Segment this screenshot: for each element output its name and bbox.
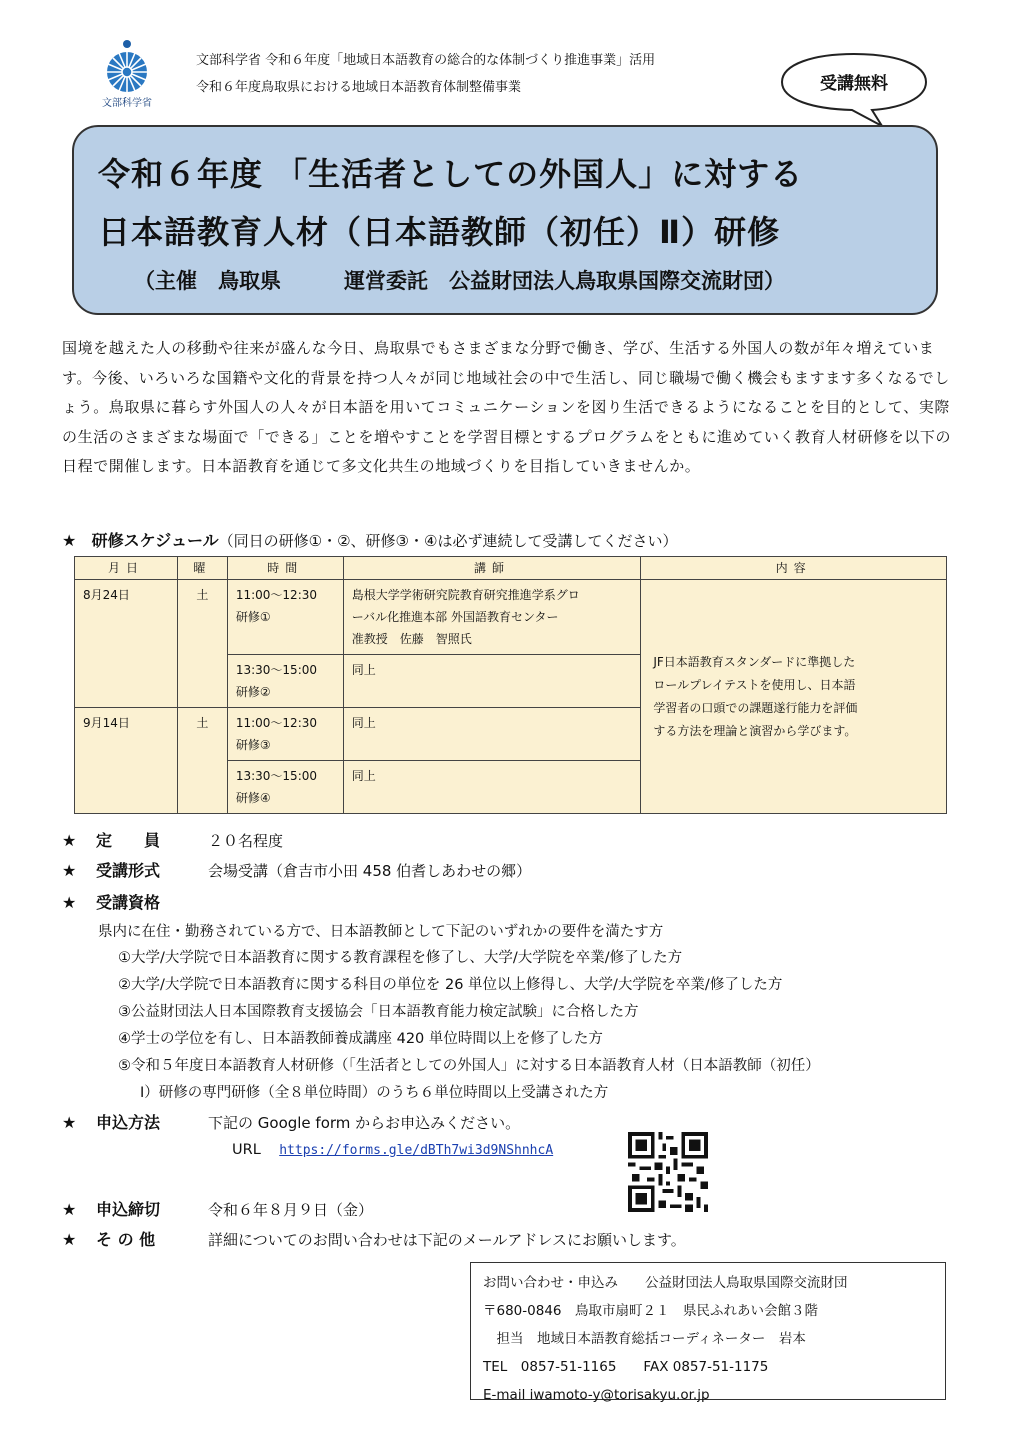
col-day: 曜 [177,557,227,580]
time-cell [227,708,343,761]
qualification-item-cont: Ⅰ）研修の専門研修（全８単位時間）のうち６単位時間以上受講された方 [140,1085,609,1101]
other-row [62,1227,686,1250]
star-icon: ★ [62,861,77,880]
qualification-item: ③公益財団法人日本国際教育支援協会「日本語教育能力検定試験」に合格した方 [118,1004,639,1020]
schedule-table [74,556,947,814]
header-line-2: 令和６年度鳥取県における地域日本語教育体制整備事業 [196,80,522,95]
star-icon: ★ [62,1230,77,1249]
time-cell [227,580,343,655]
format-value: 会場受講（倉吉市小田 458 伯耆しあわせの郷） [208,862,532,880]
mext-emblem-icon [88,38,166,94]
free-badge-label: 受講無料 [820,74,888,94]
intro-paragraph: 国境を越えた人の移動や往来が盛んな今日、鳥取県でもさまざまな分野で働き、学び、生活する外国人の数が年々増えています。今後、いろいろな国籍や文化的背景を持つ人々が同じ地域社会の中で生活し、同じ職場で働く機会もますます多くなるでしょう。鳥取県に暮らす外国人の人々が日本語を用いてコミュニケーションを図り生活できるようになることを目的として、実際の生活のさまざまな場面で「できる」ことを増やすことを学習目標とするプログラムをともに進めていく教育人材研修を以下の日程で開催します。日本語教育を通じて多文化共生の地域づくりを目指していきませんか。 [62,339,952,475]
format-row [62,858,531,881]
contact-phone: TEL 0857-51-1165 FAX 0857-51-1175 [483,1359,769,1375]
capacity-row [62,828,283,851]
apply-value: 下記の Google form からお申込みください。 [208,1114,521,1132]
lecturer-cell: 同上 [343,655,641,708]
content-cell [641,580,947,814]
table-row [75,580,947,655]
free-badge [780,52,940,112]
form-link[interactable]: https://forms.gle/dBTh7wi3d9NShnhcA [279,1143,554,1158]
url-row [232,1142,553,1158]
date-cell: 9月14日 [75,708,178,814]
time-cell [227,761,343,814]
col-content: 内容 [641,557,947,580]
lecturer-line: ーバル化推進本部 外国語教育センター [351,610,559,624]
session-text: 研修③ [235,738,271,752]
title-line-2: 日本語教育人材（日本語教師（初任）Ⅱ）研修 [98,213,781,251]
session-text: 研修① [235,610,271,624]
qualification-item: ①大学/大学院で日本語教育に関する教育課程を修了し、大学/大学院を卒業/修了した方 [118,950,683,966]
lecturer-cell [343,580,641,655]
header-line-1: 文部科学省 令和６年度「地域日本語教育の総合的な体制づくり推進事業」活用 [196,53,656,68]
qualification-label: 受講資格 [96,893,161,912]
time-cell [227,655,343,708]
apply-row [62,1110,520,1133]
other-value: 詳細についてのお問い合わせは下記のメールアドレスにお願いします。 [208,1231,686,1249]
content-line: JF日本語教育スタンダードに準拠した [653,654,856,669]
qualification-row [62,890,208,913]
deadline-row [62,1197,373,1220]
content-line: ロールプレイテストを使用し、日本語 [653,677,856,692]
capacity-value: ２０名程度 [208,832,284,850]
star-icon: ★ [62,531,77,550]
deadline-value: 令和６年８月９日（金） [208,1201,374,1219]
schedule-title: 研修スケジュール [91,531,219,550]
col-date: 月日 [75,557,178,580]
contact-address: 〒680-0846 鳥取市扇町２１ 県民ふれあい会館３階 [483,1303,818,1319]
lecturer-line: 准教授 佐藤 智照氏 [351,632,472,646]
content-line: する方法を理論と演習から学びます。 [653,723,857,738]
contact-org: お問い合わせ・申込み 公益財団法人鳥取県国際交流財団 [483,1275,848,1291]
star-icon: ★ [62,1200,77,1219]
time-text: 13:30～15:00 [235,769,318,783]
apply-label: 申込方法 [96,1113,161,1132]
day-cell: 土 [177,708,227,814]
capacity-label: 定 員 [96,831,161,850]
schedule-note: （同日の研修①・②、研修③・④は必ず連続して受講してください） [218,532,678,550]
format-label: 受講形式 [96,861,161,880]
session-text: 研修④ [235,791,271,805]
qualification-intro: 県内に在住・勤務されている方で、日本語教師として下記のいずれかの要件を満たす方 [98,924,664,940]
lecturer-cell: 同上 [343,708,641,761]
contact-box [470,1262,946,1403]
time-text: 11:00～12:30 [235,716,318,730]
deadline-label: 申込締切 [96,1200,161,1219]
contact-email[interactable]: E-mail iwamoto-y@torisakyu.or.jp [483,1387,710,1403]
qr-code-icon[interactable] [628,1132,708,1212]
other-label: そ の 他 [96,1230,156,1249]
lecturer-line: 島根大学学術研究院教育研究推進学系グロ [351,588,580,602]
url-label: URL [232,1142,261,1158]
mext-logo [88,38,166,112]
schedule-heading [62,528,677,551]
contact-person: 担当 地域日本語教育総括コーディネーター 岩本 [483,1331,806,1347]
qualification-item: ②大学/大学院で日本語教育に関する科目の単位を 26 単位以上修得し、大学/大学院を卒業/修了した方 [118,977,783,993]
time-text: 11:00～12:30 [235,588,318,602]
day-cell: 土 [177,580,227,708]
star-icon: ★ [62,893,77,912]
session-text: 研修② [235,685,271,699]
time-text: 13:30～15:00 [235,663,318,677]
title-box [72,125,938,315]
qualification-item: ⑤令和５年度日本語教育人材研修（「生活者としての外国人」に対する日本語教育人材（日本語教師（初任） [118,1058,820,1074]
col-time: 時間 [227,557,343,580]
star-icon: ★ [62,1113,77,1132]
organizer-line: （主催 鳥取県 運営委託 公益財団法人鳥取県国際交流財団） [134,269,785,293]
content-line: 学習者の口頭での課題遂行能力を評価 [653,700,858,715]
lecturer-cell: 同上 [343,761,641,814]
table-header-row [75,557,947,580]
qualification-item: ④学士の学位を有し、日本語教師養成講座 420 単位時間以上を修了した方 [118,1031,603,1047]
date-cell: 8月24日 [75,580,178,708]
title-line-1: 令和６年度 「生活者としての外国人」に対する [98,155,804,193]
star-icon: ★ [62,831,77,850]
col-lecturer: 講師 [343,557,641,580]
header-text [196,47,655,101]
logo-text: 文部科学省 [102,98,152,109]
